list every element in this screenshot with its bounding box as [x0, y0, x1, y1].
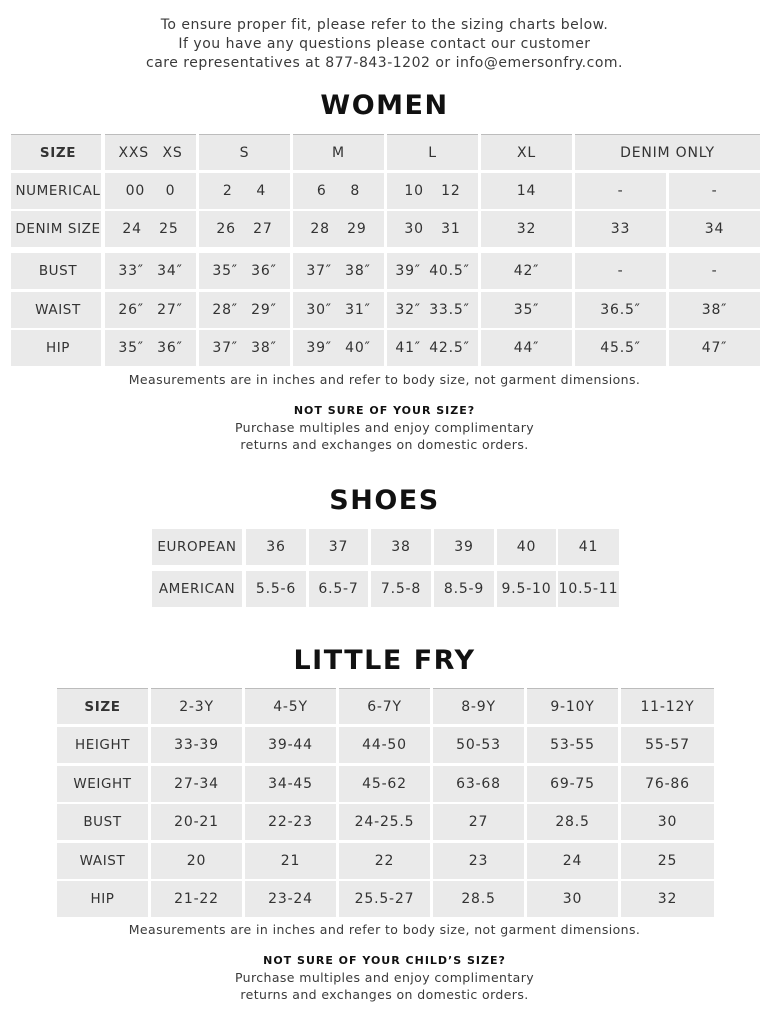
cell-value: 8 [350, 183, 361, 199]
table-cell [481, 292, 572, 328]
size-column-header [433, 688, 524, 724]
cell-value: 45.5″ [600, 340, 641, 356]
table-cell [387, 173, 478, 209]
cell-value: - [711, 263, 718, 279]
cell-value: 36.5″ [600, 302, 641, 318]
cell-value: 28.5 [461, 891, 496, 907]
table-cell [481, 253, 572, 289]
cell-value: 28.5 [555, 814, 590, 830]
row-label [11, 253, 101, 289]
table-cell [669, 211, 760, 247]
cell-value: 4 [256, 183, 267, 199]
intro-contact-line: care representatives at 877-843-1202 or info@emersonfry.com. [146, 55, 623, 71]
table-cell [246, 529, 306, 565]
cell-value: 22 [374, 853, 395, 869]
table-cell [245, 843, 336, 879]
table-cell [105, 292, 196, 328]
table-cell [434, 529, 494, 565]
cell-value: 27 [468, 814, 489, 830]
table-cell [293, 173, 384, 209]
cell-value: 28 [310, 221, 330, 237]
cell-value: - [617, 263, 624, 279]
cell-value: 50-53 [456, 737, 501, 753]
cell-value: 42.5″ [429, 340, 470, 356]
cell-value: 63-68 [456, 776, 501, 792]
table-cell [245, 804, 336, 840]
cell-value: 24 [562, 853, 583, 869]
table-cell [371, 571, 431, 607]
cell-value: 34 [704, 221, 725, 237]
table-cell [621, 804, 714, 840]
table-cell [293, 330, 384, 366]
size-header [57, 688, 148, 724]
cell-value: 12 [441, 183, 461, 199]
size-column-header [105, 134, 196, 170]
cell-value: 20-21 [174, 814, 219, 830]
cell-value: 39″ [306, 340, 332, 356]
size-column-header [387, 134, 478, 170]
cell-value: 36″ [251, 263, 277, 279]
size-column-header [339, 688, 430, 724]
cell-value: 32 [516, 221, 537, 237]
cell-value: WEIGHT [73, 776, 132, 792]
cell-value: 32″ [395, 302, 421, 318]
cell-value: 36″ [157, 340, 183, 356]
women-measurement-note: Measurements are in inches and refer to body size, not garment dimensions. [128, 372, 641, 387]
table-cell [433, 881, 524, 917]
cell-value: 76-86 [645, 776, 690, 792]
table-cell [199, 173, 290, 209]
cell-value: 35″ [118, 340, 144, 356]
cell-value: 14 [516, 183, 537, 199]
women-heading: WOMEN [320, 90, 449, 121]
cell-value: BUST [38, 263, 78, 279]
table-cell [497, 571, 556, 607]
cell-value: 39-44 [268, 737, 313, 753]
table-cell [387, 253, 478, 289]
row-label [57, 766, 148, 802]
table-cell [293, 211, 384, 247]
cell-value: WAIST [35, 302, 81, 318]
table-cell [481, 330, 572, 366]
cell-value: 36 [266, 539, 286, 555]
table-cell [105, 330, 196, 366]
cell-value: 00 [125, 183, 146, 199]
cell-value: 22-23 [268, 814, 313, 830]
cell-value: 26″ [118, 302, 144, 318]
cell-value: 6 [316, 183, 327, 199]
little-fry-unsure-line: Purchase multiples and enjoy complimentary [234, 970, 535, 985]
table-cell [309, 571, 368, 607]
cell-value: 45-62 [362, 776, 407, 792]
cell-value: 30 [404, 221, 424, 237]
intro-text [0, 16, 769, 73]
table-cell [621, 843, 714, 879]
table-cell [387, 330, 478, 366]
table-cell [339, 881, 430, 917]
cell-value: 25.5-27 [354, 891, 415, 907]
table-cell [527, 843, 618, 879]
row-label [11, 211, 101, 247]
cell-value: 35″ [212, 263, 238, 279]
cell-value: 37 [328, 539, 349, 555]
table-cell [433, 727, 524, 763]
cell-value: 34-45 [268, 776, 313, 792]
table-cell [339, 804, 430, 840]
cell-value: S [239, 144, 250, 161]
cell-value: 23 [468, 853, 489, 869]
table-cell [199, 253, 290, 289]
cell-value: 23-24 [268, 891, 313, 907]
cell-value: 8.5-9 [443, 581, 485, 597]
row-label [57, 881, 148, 917]
little-fry-unsure-title: NOT SURE OF YOUR CHILD’S SIZE? [263, 954, 506, 967]
table-cell [387, 292, 478, 328]
row-label [57, 843, 148, 879]
cell-value: 5.5-6 [255, 581, 297, 597]
table-cell [433, 766, 524, 802]
table-cell [669, 253, 760, 289]
table-cell [621, 766, 714, 802]
cell-value: 38″ [345, 263, 371, 279]
women-unsure-line: returns and exchanges on domestic orders. [240, 437, 529, 452]
table-cell [481, 173, 572, 209]
cell-value: 2 [222, 183, 233, 199]
women-unsure-title: NOT SURE OF YOUR SIZE? [293, 404, 476, 417]
table-cell [151, 804, 242, 840]
table-cell [245, 766, 336, 802]
cell-value: XS [162, 144, 183, 161]
cell-value: DENIM SIZE [15, 221, 101, 237]
cell-value: HEIGHT [74, 737, 131, 753]
cell-value: XL [517, 144, 536, 161]
table-cell [575, 330, 666, 366]
cell-value: AMERICAN [158, 581, 236, 597]
cell-value: BUST [83, 814, 122, 830]
cell-value: 33-39 [174, 737, 219, 753]
table-cell [434, 571, 494, 607]
size-header [11, 134, 101, 170]
cell-value: 40.5″ [429, 263, 470, 279]
cell-value: 30 [562, 891, 583, 907]
table-cell [621, 727, 714, 763]
cell-value: 25 [657, 853, 678, 869]
cell-value: 28″ [212, 302, 238, 318]
cell-value: 37″ [212, 340, 238, 356]
size-column-header [245, 688, 336, 724]
cell-value: 9-10Y [550, 698, 595, 715]
table-cell [246, 571, 306, 607]
cell-value: 38 [391, 539, 411, 555]
cell-value: 2-3Y [179, 698, 214, 715]
table-cell [293, 292, 384, 328]
cell-value: 44-50 [362, 737, 407, 753]
cell-value: 24-25.5 [354, 814, 415, 830]
table-cell [481, 211, 572, 247]
cell-value: 10.5-11 [558, 581, 619, 597]
row-label [11, 292, 101, 328]
little-fry-heading: LITTLE FRY [293, 645, 476, 676]
cell-value: 11-12Y [640, 698, 695, 715]
size-column-header [293, 134, 384, 170]
cell-value: 35″ [513, 302, 540, 318]
little-fry-measurement-note: Measurements are in inches and refer to body size, not garment dimensions. [128, 922, 641, 937]
row-label [152, 571, 242, 607]
shoes-heading: SHOES [329, 485, 440, 516]
table-cell [621, 881, 714, 917]
cell-value: 41″ [395, 340, 421, 356]
cell-value: 33″ [118, 263, 144, 279]
table-cell [309, 529, 368, 565]
table-cell [199, 292, 290, 328]
cell-value: 6-7Y [367, 698, 402, 715]
table-cell [339, 766, 430, 802]
intro-line: To ensure proper fit, please refer to the sizing charts below. [160, 17, 609, 33]
cell-value: 55-57 [645, 737, 690, 753]
row-label [11, 173, 101, 209]
cell-value: SIZE [84, 698, 121, 715]
cell-value: L [428, 144, 437, 161]
cell-value: HIP [45, 340, 71, 356]
cell-value: 33 [610, 221, 631, 237]
table-cell [497, 529, 556, 565]
cell-value: 29 [347, 221, 367, 237]
cell-value: 7.5-8 [380, 581, 422, 597]
cell-value: 8-9Y [461, 698, 496, 715]
table-cell [669, 173, 760, 209]
cell-value: 0 [165, 183, 176, 199]
cell-value: 53-55 [550, 737, 595, 753]
row-label [57, 727, 148, 763]
table-cell [245, 881, 336, 917]
cell-value: NUMERICAL [15, 183, 101, 199]
table-cell [105, 173, 196, 209]
table-cell [339, 843, 430, 879]
table-cell [527, 766, 618, 802]
table-cell [371, 529, 431, 565]
cell-value: 38″ [251, 340, 277, 356]
table-cell [387, 211, 478, 247]
table-cell [527, 727, 618, 763]
cell-value: 37″ [306, 263, 332, 279]
cell-value: 25 [159, 221, 179, 237]
cell-value: 39″ [395, 263, 421, 279]
women-unsure-line: Purchase multiples and enjoy complimentary [234, 420, 535, 435]
cell-value: 31″ [345, 302, 371, 318]
cell-value: EUROPEAN [157, 539, 237, 555]
denim-only-header [575, 134, 760, 170]
table-cell [575, 292, 666, 328]
cell-value: 44″ [513, 340, 540, 356]
table-cell [575, 211, 666, 247]
table-cell [151, 881, 242, 917]
table-cell [199, 330, 290, 366]
cell-value: 39 [454, 539, 474, 555]
table-cell [105, 253, 196, 289]
cell-value: 27-34 [174, 776, 219, 792]
table-cell [199, 211, 290, 247]
cell-value: 9.5-10 [501, 581, 552, 597]
table-cell [151, 727, 242, 763]
cell-value: 33.5″ [429, 302, 470, 318]
size-column-header [151, 688, 242, 724]
table-cell [669, 330, 760, 366]
table-cell [433, 804, 524, 840]
cell-value: 30″ [306, 302, 332, 318]
table-cell [339, 727, 430, 763]
little-fry-unsure-text [0, 969, 769, 1003]
cell-value: 10 [404, 183, 424, 199]
table-cell [245, 727, 336, 763]
cell-value: 47″ [701, 340, 728, 356]
table-cell [558, 571, 619, 607]
cell-value: 21-22 [174, 891, 219, 907]
cell-value: 34″ [157, 263, 183, 279]
cell-value: DENIM ONLY [620, 144, 715, 161]
table-cell [669, 292, 760, 328]
table-cell [433, 843, 524, 879]
cell-value: WAIST [79, 853, 126, 869]
cell-value: HIP [90, 891, 115, 907]
cell-value: XXS [118, 144, 149, 161]
cell-value: 32 [657, 891, 678, 907]
women-unsure-text [0, 419, 769, 453]
row-label [11, 330, 101, 366]
cell-value: 69-75 [550, 776, 595, 792]
size-column-header [621, 688, 714, 724]
cell-value: 21 [280, 853, 301, 869]
size-column-header [527, 688, 618, 724]
cell-value: 42″ [513, 263, 540, 279]
row-label [152, 529, 242, 565]
table-cell [575, 253, 666, 289]
little-fry-unsure-line: returns and exchanges on domestic orders. [240, 987, 529, 1002]
cell-value: 30 [657, 814, 678, 830]
cell-value: 40 [516, 539, 537, 555]
cell-value: 4-5Y [273, 698, 308, 715]
cell-value: 27 [253, 221, 273, 237]
table-cell [151, 843, 242, 879]
cell-value: 40″ [345, 340, 371, 356]
cell-value: - [617, 183, 624, 199]
intro-line: If you have any questions please contact our customer [178, 36, 591, 52]
table-cell [293, 253, 384, 289]
table-cell [151, 766, 242, 802]
table-cell [527, 804, 618, 840]
row-label [57, 804, 148, 840]
cell-value: 6.5-7 [318, 581, 359, 597]
cell-value: 26 [216, 221, 236, 237]
cell-value: M [332, 144, 345, 161]
cell-value: SIZE [39, 144, 77, 161]
cell-value: 20 [186, 853, 207, 869]
size-column-header [199, 134, 290, 170]
cell-value: 27″ [157, 302, 183, 318]
table-cell [575, 173, 666, 209]
cell-value: 31 [441, 221, 461, 237]
cell-value: 38″ [701, 302, 728, 318]
cell-value: 29″ [251, 302, 277, 318]
cell-value: 41 [578, 539, 599, 555]
size-column-header [481, 134, 572, 170]
cell-value: - [711, 183, 718, 199]
table-cell [558, 529, 619, 565]
cell-value: 24 [122, 221, 142, 237]
table-cell [105, 211, 196, 247]
table-cell [527, 881, 618, 917]
